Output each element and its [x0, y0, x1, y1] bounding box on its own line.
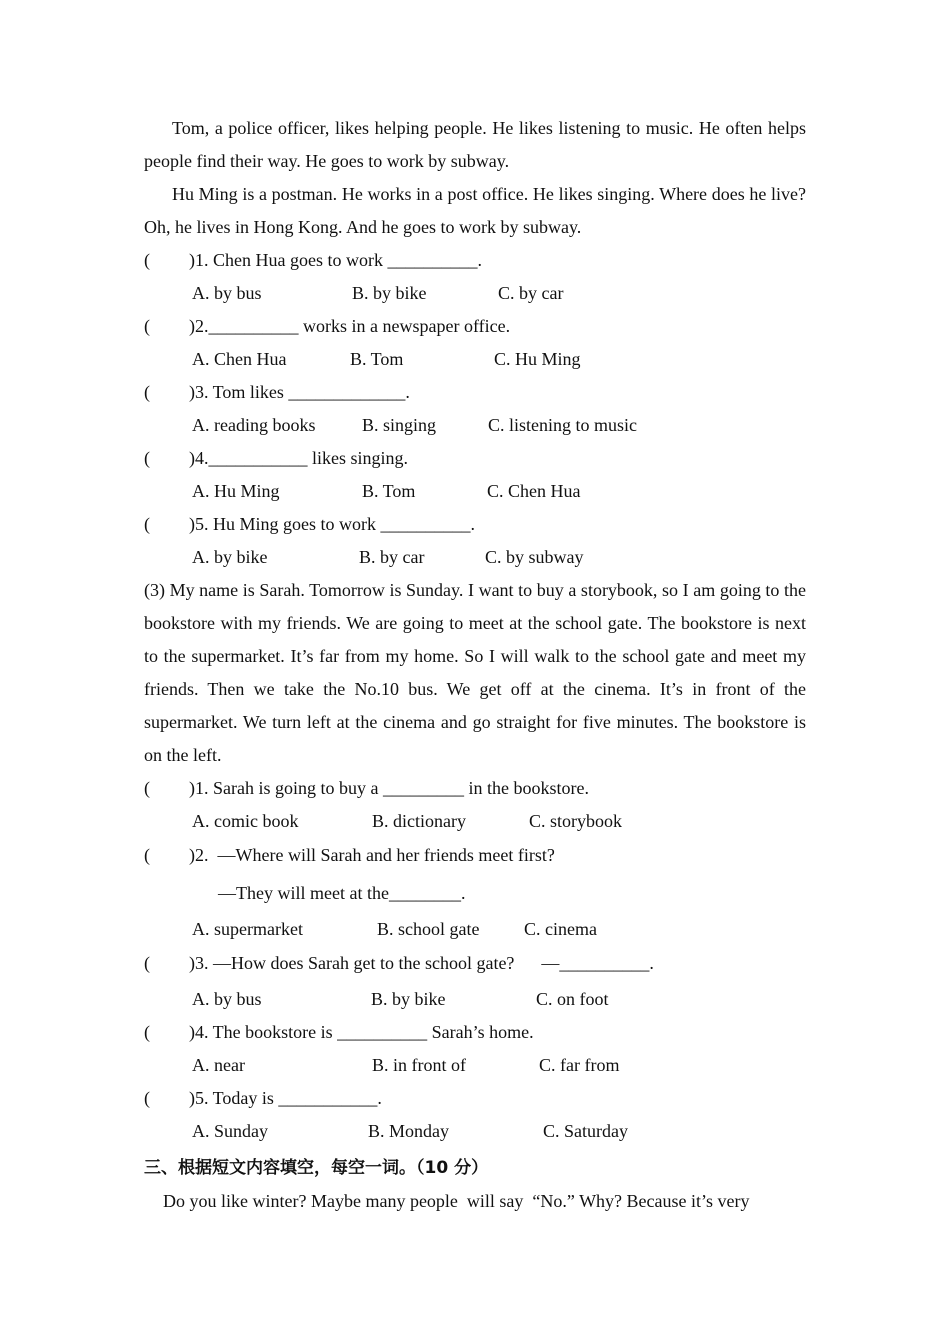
option-c: C. far from: [539, 1055, 620, 1075]
option-c: C. storybook: [529, 811, 623, 831]
passage-tom: Tom, a police officer, likes helping people. He likes listening to music. He often helps people find their way. He goes to work by subway.: [144, 118, 806, 171]
option-b: B. Tom: [362, 481, 416, 501]
option-c: C. by subway: [485, 547, 584, 567]
question-text: 3. Tom likes _____________.: [195, 382, 410, 402]
option-a: A. near: [192, 1055, 245, 1075]
question-text: 3. —How does Sarah get to the school gate? —__________.: [195, 953, 654, 973]
question-text: 5. Hu Ming goes to work __________.: [195, 514, 475, 534]
passage-huming: Hu Ming is a postman. He works in a post office. He likes singing. Where does he live? Oh, he lives in Hong Kong. And he goes to work by subway.: [144, 184, 806, 237]
question-c1: ( )1. Sarah is going to buy a _________ in the bookstore.: [144, 778, 589, 798]
option-a: A. by bus: [192, 283, 262, 303]
option-c: C. by car: [498, 283, 564, 303]
option-c: C. Chen Hua: [487, 481, 581, 501]
option-a: A. Sunday: [192, 1121, 268, 1141]
question-text: 2. —Where will Sarah and her friends meet first?: [195, 845, 555, 865]
question-c5: ( )5. Today is ___________.: [144, 1088, 382, 1108]
option-b: B. singing: [362, 415, 437, 435]
question-b2: ( )2.__________ works in a newspaper office.: [144, 316, 511, 336]
question-c2-answer-line: —They will meet at the________.: [218, 883, 466, 903]
question-b5: ( )5. Hu Ming goes to work __________.: [144, 514, 475, 534]
option-c: C. on foot: [536, 989, 609, 1009]
question-text: 1. Chen Hua goes to work __________.: [195, 250, 482, 270]
option-c: C. Hu Ming: [494, 349, 581, 369]
option-a: A. by bus: [192, 989, 262, 1009]
option-b: B. Tom: [350, 349, 404, 369]
question-c4: ( )4. The bookstore is __________ Sarah’s home.: [144, 1022, 534, 1042]
option-a: A. Hu Ming: [192, 481, 280, 501]
question-b4: ( )4.___________ likes singing.: [144, 448, 409, 468]
question-text: 5. Today is ___________.: [195, 1088, 382, 1108]
option-b: B. by bike: [371, 989, 446, 1009]
question-c3: ( )3. —How does Sarah get to the school gate? —__________.: [144, 953, 654, 973]
option-a: A. by bike: [192, 547, 268, 567]
option-b: B. by car: [359, 547, 425, 567]
option-c: C. cinema: [524, 919, 597, 939]
option-c: C. Saturday: [543, 1121, 628, 1141]
question-text: 4.___________ likes singing.: [195, 448, 409, 468]
option-c: C. listening to music: [488, 415, 638, 435]
question-text: 2.__________ works in a newspaper office.: [195, 316, 511, 336]
option-b: B. in front of: [372, 1055, 466, 1075]
option-b: B. Monday: [368, 1121, 449, 1141]
option-a: A. comic book: [192, 811, 299, 831]
question-b1: ( )1. Chen Hua goes to work __________.: [144, 250, 482, 270]
question-text: 1. Sarah is going to buy a _________ in the bookstore.: [195, 778, 589, 798]
option-b: B. school gate: [377, 919, 480, 939]
option-a: A. reading books: [192, 415, 316, 435]
option-a: A. supermarket: [192, 919, 303, 939]
option-b: B. by bike: [352, 283, 427, 303]
section-heading: 三、根据短文内容填空，每空一词。（10 分）: [144, 1158, 489, 1178]
option-b: B. dictionary: [372, 811, 466, 831]
question-b3: ( )3. Tom likes _____________.: [144, 382, 410, 402]
section3-text: Do you like winter? Maybe many people will say “No.” Why? Because it’s very: [163, 1191, 750, 1211]
passage-sarah: (3) My name is Sarah. Tomorrow is Sunday. I want to buy a storybook, so I am going to the bookstore with my friends. We are going to meet at the school gate. The bookstore is next to the supermarket. It’s far from my home. So I will walk to the school gate and meet my friends. Then we take the No.10 bus. We get off at the cinema. It’s in front of the supermarket. We turn left at the cinema and go straight for five minutes. The bookstore is on the left.: [144, 580, 806, 765]
question-text: 4. The bookstore is __________ Sarah’s home.: [195, 1022, 534, 1042]
option-a: A. Chen Hua: [192, 349, 287, 369]
question-c2: ( )2. —Where will Sarah and her friends meet first?: [144, 845, 555, 865]
